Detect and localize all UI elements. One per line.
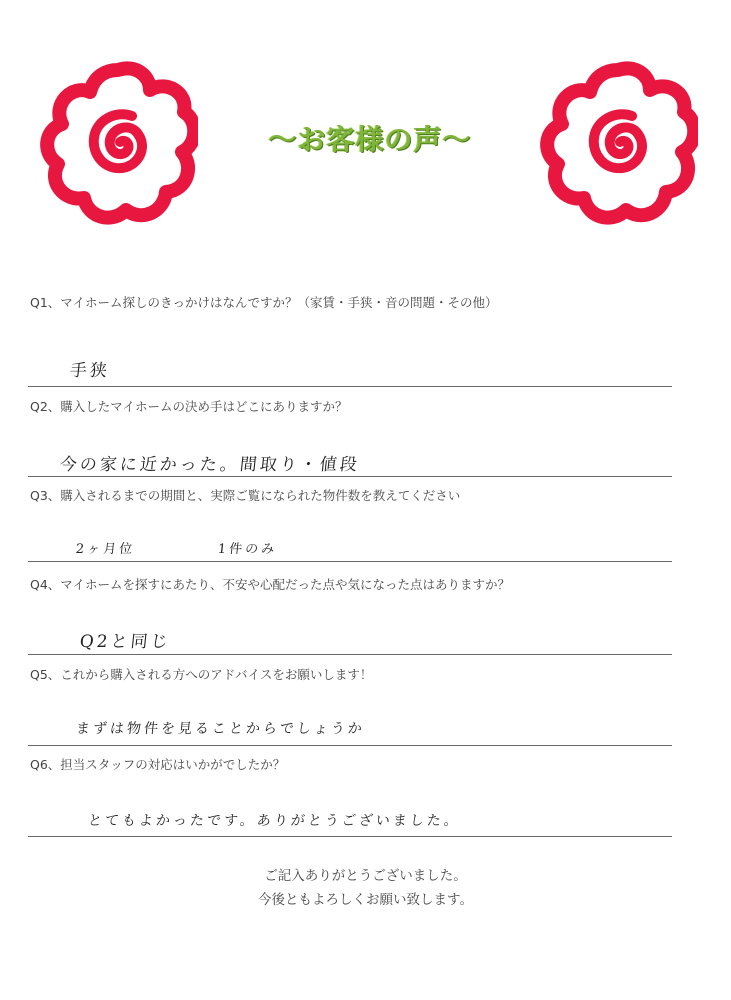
answer-3-count: 1件のみ (217, 542, 278, 557)
question-3: Q3、購入されるまでの期間と、実際ご覧になられた物件数を教えてください (30, 488, 461, 503)
answer-3-period: 2ヶ月位 (75, 542, 136, 557)
answer-1: 手狭 (68, 361, 111, 381)
question-4: Q4、マイホームを探すにあたり、不安や心配だった点や気になった点はありますか？ (30, 577, 511, 592)
answer-line (28, 745, 672, 746)
question-2: Q2、購入したマイホームの決め手はどこにありますか？ (30, 399, 348, 414)
page-title: 〜お客様の声〜 (268, 123, 472, 156)
question-6: Q6、担当スタッフの対応はいかがでしたか？ (30, 757, 286, 772)
question-5: Q5、これから購入される方へのアドバイスをお願いします！ (30, 667, 373, 682)
rose-stamp-icon (538, 58, 698, 228)
answer-line (28, 654, 672, 655)
closing-line-1: ご記入ありがとうございました。 (264, 868, 467, 884)
answer-5: まずは物件を見ることからでしょうか (75, 721, 366, 737)
answer-line (28, 386, 672, 387)
answer-2: 今の家に近かった。間取り・値段 (58, 455, 361, 475)
question-1: Q1、マイホーム探しのきっかけはなんですか？（家賃・手狭・音の問題・その他） (30, 295, 498, 310)
answer-6: とてもよかったです。ありがとうございました。 (87, 813, 462, 829)
answer-line (28, 476, 672, 477)
answer-4: Q2と同じ (78, 632, 172, 652)
closing-line-2: 今後ともよろしくお願い致します。 (258, 892, 473, 908)
rose-stamp-icon (38, 58, 198, 228)
answer-line (28, 836, 672, 837)
answer-line (28, 561, 672, 562)
